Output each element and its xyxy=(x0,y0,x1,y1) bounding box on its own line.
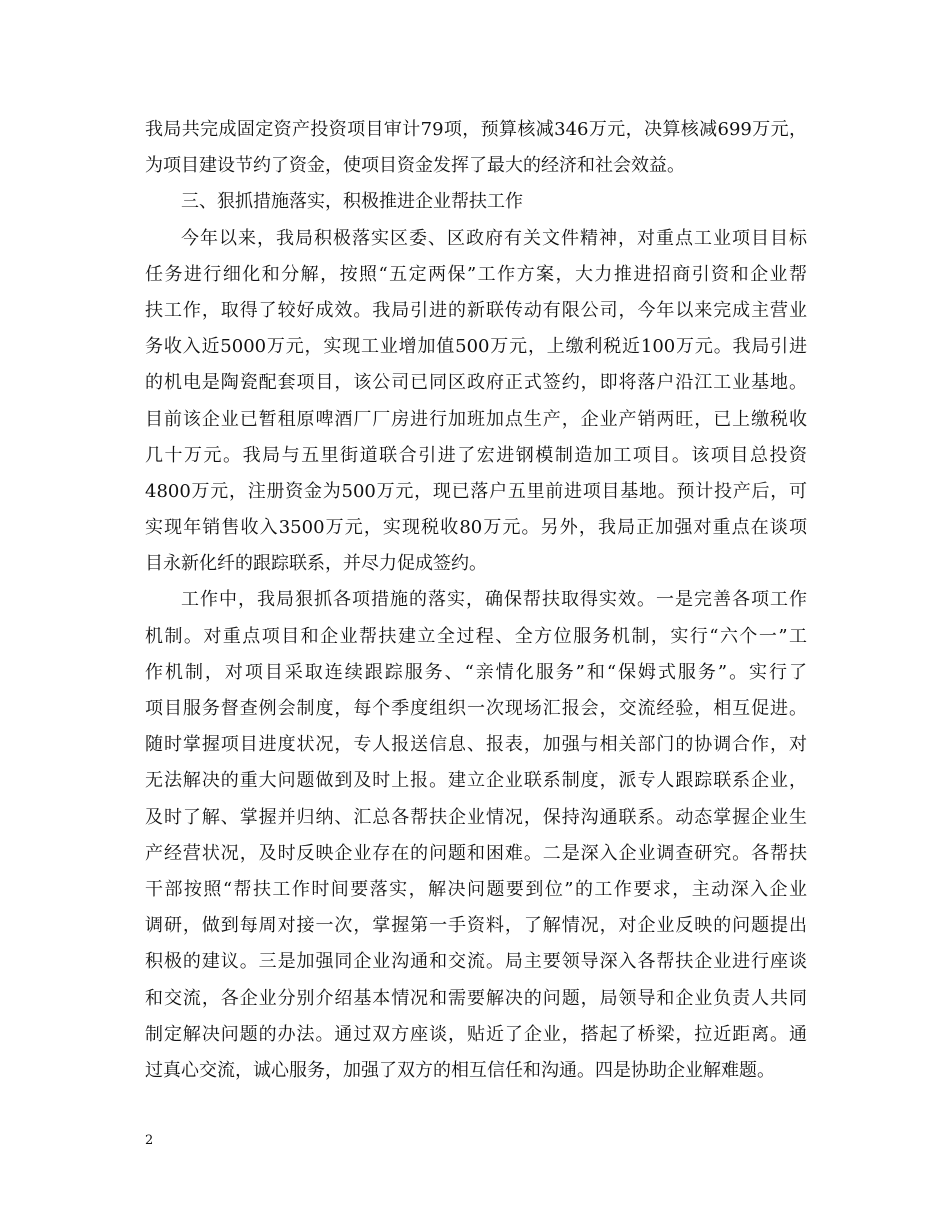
paragraph-line: 4800万元，注册资金为500万元，现已落户五里前进项目基地。预计投产后，可 xyxy=(145,480,807,502)
paragraph-line: 的机电是陶瓷配套项目，该公司已同区政府正式签约，即将落户沿江工业基地。 xyxy=(145,372,807,394)
paragraph xyxy=(145,112,807,184)
paragraph-line: 工作中，我局狠抓各项措施的落实，确保帮扶取得实效。一是完善各项工作 xyxy=(181,589,807,611)
paragraph-line: 务收入近5000万元，实现工业增加值500万元，上缴利税近100万元。我局引进 xyxy=(145,336,807,358)
paragraph-line: 扶工作，取得了较好成效。我局引进的新联传动有限公司，今年以来完成主营业 xyxy=(145,299,807,321)
paragraph-line: 制定解决问题的办法。通过双方座谈，贴近了企业，搭起了桥梁，拉近距离。通 xyxy=(145,1023,807,1045)
paragraph-line: 过真心交流，诚心服务，加强了双方的相互信任和沟通。四是协助企业解难题。 xyxy=(145,1059,775,1081)
paragraph-line: 今年以来，我局积极落实区委、区政府有关文件精神，对重点工业项目目标 xyxy=(181,227,807,249)
paragraph-line: 和交流，各企业分别介绍基本情况和需要解决的问题，局领导和企业负责人共同 xyxy=(145,987,807,1009)
paragraph-line: 项目服务督查例会制度，每个季度组织一次现场汇报会，交流经验，相互促进。 xyxy=(145,698,807,719)
paragraph-line: 随时掌握项目进度状况，专人报送信息、报表，加强与相关部门的协调合作，对 xyxy=(145,734,807,756)
paragraph-line: 机制。对重点项目和企业帮扶建立全过程、全方位服务机制，实行“六个一”工 xyxy=(145,625,807,647)
paragraph-line: 实现年销售收入3500万元，实现税收80万元。另外，我局正加强对重点在谈项 xyxy=(145,517,807,539)
paragraph-line: 无法解决的重大问题做到及时上报。建立企业联系制度，派专人跟踪联系企业， xyxy=(145,770,807,792)
paragraph-line: 目前该企业已暂租原啤酒厂厂房进行加班加点生产，企业产销两旺，已上缴税收 xyxy=(145,408,807,430)
paragraph xyxy=(145,184,807,220)
paragraph-line: 作机制，对项目采取连续跟踪服务、“亲情化服务”和“保姆式服务”。实行了 xyxy=(145,661,807,683)
paragraph-line: 积极的建议。三是加强同企业沟通和交流。局主要领导深入各帮扶企业进行座谈 xyxy=(145,951,807,973)
paragraph-line: 为项目建设节约了资金，使项目资金发挥了最大的经济和社会效益。 xyxy=(145,155,685,177)
paragraph-line: 我局共完成固定资产投资项目审计79项，预算核减346万元，决算核减699万元， xyxy=(145,119,807,140)
paragraph-line: 三、狠抓措施落实，积极推进企业帮扶工作 xyxy=(181,191,523,213)
paragraph-line: 调研，做到每周对接一次，掌握第一手资料，了解情况，对企业反映的问题提出 xyxy=(145,915,807,937)
paragraph xyxy=(145,582,807,1089)
paragraph xyxy=(145,221,807,583)
page-number: 2 xyxy=(145,1133,154,1148)
paragraph-line: 目永新化纤的跟踪联系，并尽力促成签约。 xyxy=(145,553,487,575)
paragraph-line: 及时了解、掌握并归纳、汇总各帮扶企业情况，保持沟通联系。动态掌握企业生 xyxy=(145,806,807,828)
paragraph-line: 任务进行细化和分解，按照“五定两保”工作方案，大力推进招商引资和企业帮 xyxy=(145,263,807,285)
document-body xyxy=(145,112,807,1089)
paragraph-line: 几十万元。我局与五里街道联合引进了宏进钢模制造加工项目。该项目总投资 xyxy=(145,444,807,466)
paragraph-line: 产经营状况，及时反映企业存在的问题和困难。二是深入企业调查研究。各帮扶 xyxy=(145,842,807,864)
paragraph-line: 干部按照“帮扶工作时间要落实，解决问题要到位”的工作要求，主动深入企业 xyxy=(145,878,807,900)
